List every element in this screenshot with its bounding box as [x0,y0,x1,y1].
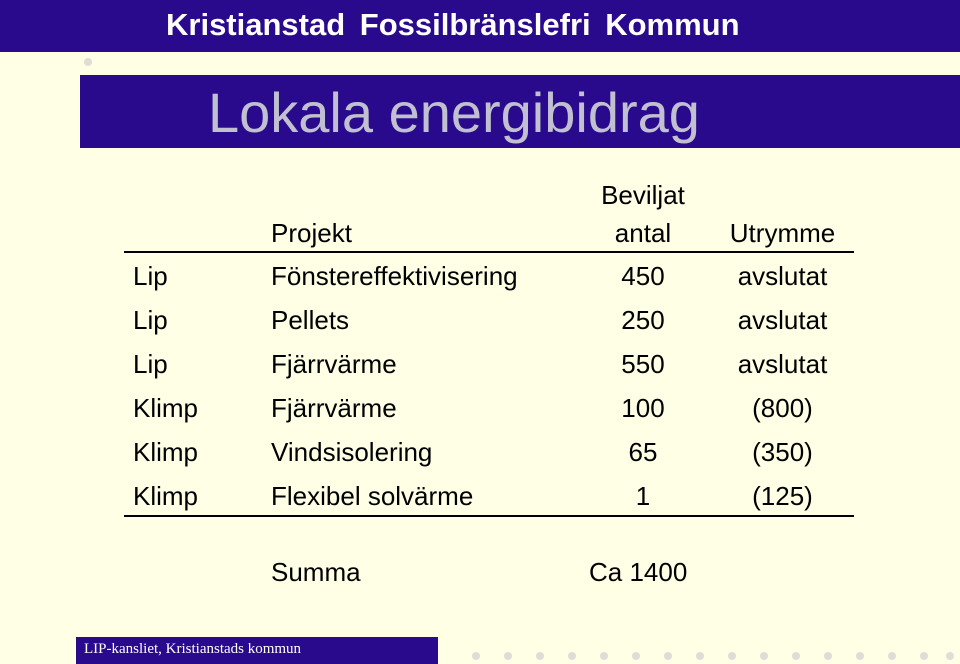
decorative-dot [856,652,864,660]
decorative-dot [472,652,480,660]
decorative-dot [728,652,736,660]
program-cell: Lip [133,305,168,335]
program-cell: Lip [133,261,168,291]
room-cell: avslutat [737,349,828,379]
decorative-dot [504,652,512,660]
room-cell: (125) [752,481,813,511]
count-cell: 450 [621,261,665,291]
program-cell: Klimp [133,437,199,467]
count-cell: 100 [621,393,665,423]
summary-value: Ca 1400 [589,557,688,587]
decorative-dot [888,652,896,660]
room-cell: (350) [752,437,813,467]
decorative-dot [760,652,768,660]
project-cell: Pellets [271,305,350,335]
header-title: Kristianstad Fossilbränslefri Kommun [166,7,740,42]
project-cell: Fjärrvärme [271,393,397,423]
decorative-dot [600,652,608,660]
decorative-dot [568,652,576,660]
room-cell: avslutat [737,261,828,291]
program-cell: Klimp [133,393,199,423]
decorative-dot [696,652,704,660]
project-cell: Fjärrvärme [271,349,397,379]
column-header-project: Projekt [271,218,352,248]
project-cell: Flexibel solvärme [271,481,474,511]
table-bottom-rule [124,515,854,517]
decorative-dot [536,652,544,660]
summary-label: Summa [271,557,361,587]
decorative-dot [824,652,832,660]
count-cell: 65 [628,437,658,467]
program-cell: Lip [133,349,168,379]
count-cell: 250 [621,305,665,335]
table-header-rule [124,251,854,253]
decorative-dot [792,652,800,660]
decorative-dot [664,652,672,660]
footer-text: LIP-kansliet, Kristianstads kommun [84,641,302,657]
column-header-granted-line2: antal [614,218,672,248]
decorative-dot [632,652,640,660]
decorative-dot [946,652,954,660]
decorative-dot [84,58,92,66]
slide-title: Lokala energibidrag [208,81,700,144]
count-cell: 550 [621,349,665,379]
decorative-dot [920,652,928,660]
project-cell: Fönstereffektivisering [271,261,518,291]
column-header-granted-line1: Beviljat [601,180,685,210]
room-cell: (800) [752,393,813,423]
column-header-room: Utrymme [729,218,836,248]
count-cell: 1 [635,481,651,511]
project-cell: Vindsisolering [271,437,433,467]
room-cell: avslutat [737,305,828,335]
program-cell: Klimp [133,481,199,511]
